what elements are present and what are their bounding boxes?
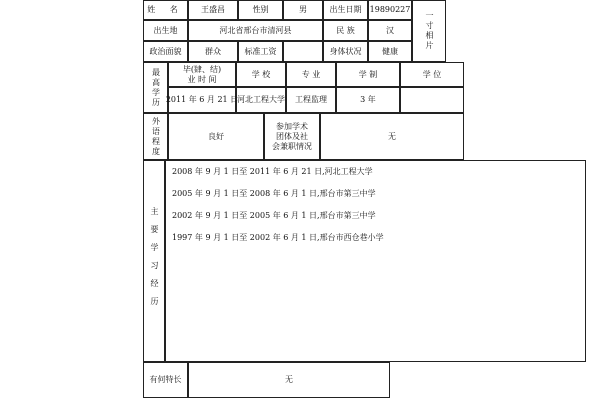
specialty-label: 有何特长 [143, 362, 188, 398]
history-entry: 2002 年 9 月 1 日至 2005 年 6 月 1 日,邢台市第三中学 [172, 211, 376, 220]
ethnicity-label: 民 族 [323, 20, 368, 41]
birth-date-value: 19890227 [368, 0, 412, 20]
health-value: 健康 [368, 41, 412, 62]
study-length-header: 学 制 [336, 62, 400, 87]
foreign-language-label: 外语程度 [143, 113, 168, 160]
birthplace-label: 出生地 [143, 20, 188, 41]
specialty-value: 无 [188, 362, 390, 398]
association-label: 参加学术 团体及社 会兼职情况 [264, 113, 320, 160]
degree-header: 学 位 [400, 62, 464, 87]
birthplace-value: 河北省邢台市清河县 [188, 20, 323, 41]
political-status-value: 群众 [188, 41, 238, 62]
name-label: 姓 名 [143, 0, 188, 20]
gender-value: 男 [283, 0, 323, 20]
name-value: 王盛昌 [188, 0, 238, 20]
association-value: 无 [320, 113, 464, 160]
photo-placeholder: 一寸相片 [412, 0, 446, 62]
ethnicity-value: 汉 [368, 20, 412, 41]
history-entry: 2005 年 9 月 1 日至 2008 年 6 月 1 日,邢台市第三中学 [172, 189, 376, 198]
graduation-date-value: 2011 年 6 月 21 日 [168, 87, 236, 113]
major-value: 工程监理 [286, 87, 336, 113]
major-header: 专 业 [286, 62, 336, 87]
school-value: 河北工程大学 [236, 87, 286, 113]
degree-value [400, 87, 464, 113]
standard-wage-label: 标准工资 [238, 41, 283, 62]
standard-wage-value [283, 41, 323, 62]
birth-date-label: 出生日期 [323, 0, 368, 20]
history-entry: 1997 年 9 月 1 日至 2002 年 6 月 1 日,邢台市西仓巷小学 [172, 233, 384, 242]
political-status-label: 政治面貌 [143, 41, 188, 62]
highest-education-label: 最高学历 [143, 62, 168, 113]
gender-label: 性别 [238, 0, 283, 20]
history-entry: 2008 年 9 月 1 日至 2011 年 6 月 21 日,河北工程大学 [172, 167, 373, 176]
graduation-date-header: 毕(肄、结) 业 时 间 [168, 62, 236, 87]
study-history-label: 主要学习经历 [143, 160, 165, 362]
foreign-language-value: 良好 [168, 113, 264, 160]
study-length-value: 3 年 [336, 87, 400, 113]
school-header: 学 校 [236, 62, 286, 87]
health-label: 身体状况 [323, 41, 368, 62]
